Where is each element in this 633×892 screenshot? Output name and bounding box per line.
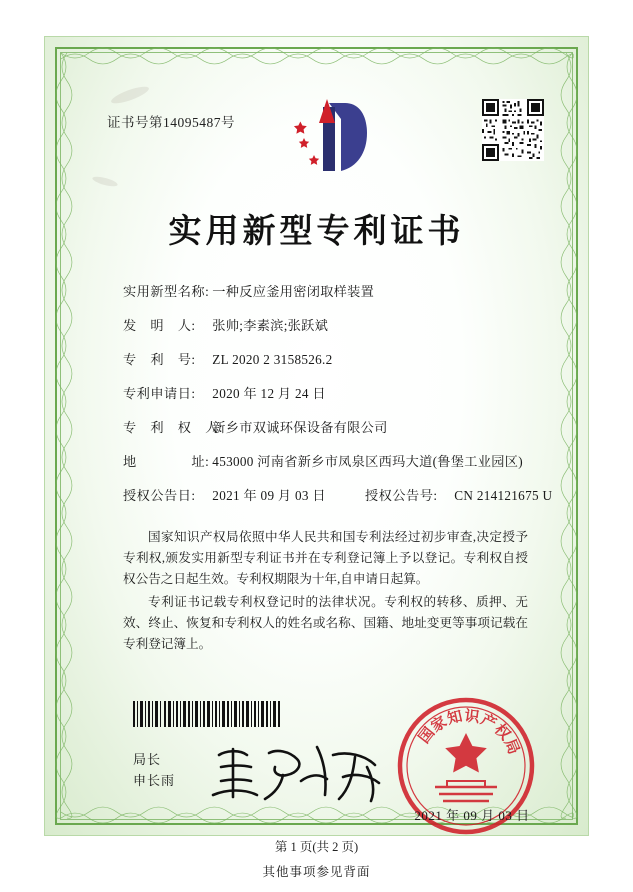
page-title: 实用新型专利证书	[168, 214, 465, 250]
grant-announcement-number-group	[365, 479, 552, 513]
svg-text:家: 家	[428, 714, 450, 736]
qr-code-icon	[482, 99, 544, 161]
svg-text:识: 识	[463, 708, 481, 727]
field-label-grant-date: 授权公告日:	[123, 488, 196, 503]
barcode-icon	[133, 701, 281, 727]
seal-date: 2021 年 09 月 03 日	[414, 808, 530, 823]
svg-text:国: 国	[416, 724, 439, 747]
svg-text:权: 权	[490, 721, 513, 744]
field-row-patentee	[123, 411, 530, 445]
field-value-utility-model-name: 一种反应釜用密闭取样装置	[212, 284, 375, 299]
certificate-paper	[44, 36, 589, 854]
field-label-inventors: 发 明 人:	[123, 318, 196, 333]
field-label-patentee: 专 利 权 人:	[123, 420, 223, 435]
svg-text:产: 产	[477, 711, 499, 733]
ip-office-logo-icon	[283, 93, 373, 181]
field-row-name	[123, 275, 530, 309]
svg-text:局: 局	[500, 736, 522, 757]
handwritten-signature-icon	[205, 737, 395, 807]
certificate-content	[45, 37, 588, 854]
field-value-inventors: 张帅;李素滨;张跃斌	[212, 318, 329, 333]
field-label-utility-model-name: 实用新型名称:	[123, 284, 210, 299]
certificate-number: 证书号第14095487号	[107, 115, 235, 130]
signature-labels	[133, 749, 175, 791]
field-value-patent-number: ZL 2020 2 3158526.2	[212, 352, 333, 367]
footer-note: 其他事项参见背面	[262, 865, 371, 879]
field-label-announcement-number: 授权公告号:	[365, 488, 438, 503]
signature-name: 申长雨	[133, 773, 176, 788]
field-row-application-date	[123, 377, 530, 411]
legal-paragraph-1: 国家知识产权局依照中华人民共和国专利法经过初步审查,决定授予专利权,颁发实用新型专利证书并在专利登记簿上予以登记。专利权自授权公告之日起生效。专利权期限为十年,自申请日起算。	[123, 530, 528, 586]
field-row-patent-number	[123, 343, 530, 377]
field-row-inventors	[123, 309, 530, 343]
svg-text:知: 知	[445, 708, 465, 728]
field-label-address: 地 址:	[123, 454, 210, 469]
legal-paragraph-2: 专利证书记载专利权登记时的法律状况。专利权的转移、质押、无效、终止、恢复和专利权人的姓名或名称、国籍、地址变更等事项记载在专利登记簿上。	[123, 595, 528, 651]
page-indicator: 第 1 页(共 2 页)	[274, 840, 359, 854]
field-value-grant-date: 2021 年 09 月 03 日	[212, 488, 326, 503]
field-list	[123, 275, 553, 513]
field-value-patentee: 新乡市双诚环保设备有限公司	[212, 420, 388, 435]
field-value-address: 453000 河南省新乡市凤泉区西玛大道(鲁堡工业园区)	[212, 454, 523, 469]
field-row-address	[123, 445, 530, 479]
field-label-patent-number: 专 利 号:	[123, 352, 196, 367]
field-label-application-date: 专利申请日:	[123, 386, 196, 401]
signature-title: 局长	[133, 752, 162, 767]
legal-text-block	[123, 527, 528, 657]
field-value-application-date: 2020 年 12 月 24 日	[212, 386, 326, 401]
field-row-grant-announcement	[123, 479, 553, 513]
field-value-announcement-number: CN 214121675 U	[454, 488, 553, 503]
